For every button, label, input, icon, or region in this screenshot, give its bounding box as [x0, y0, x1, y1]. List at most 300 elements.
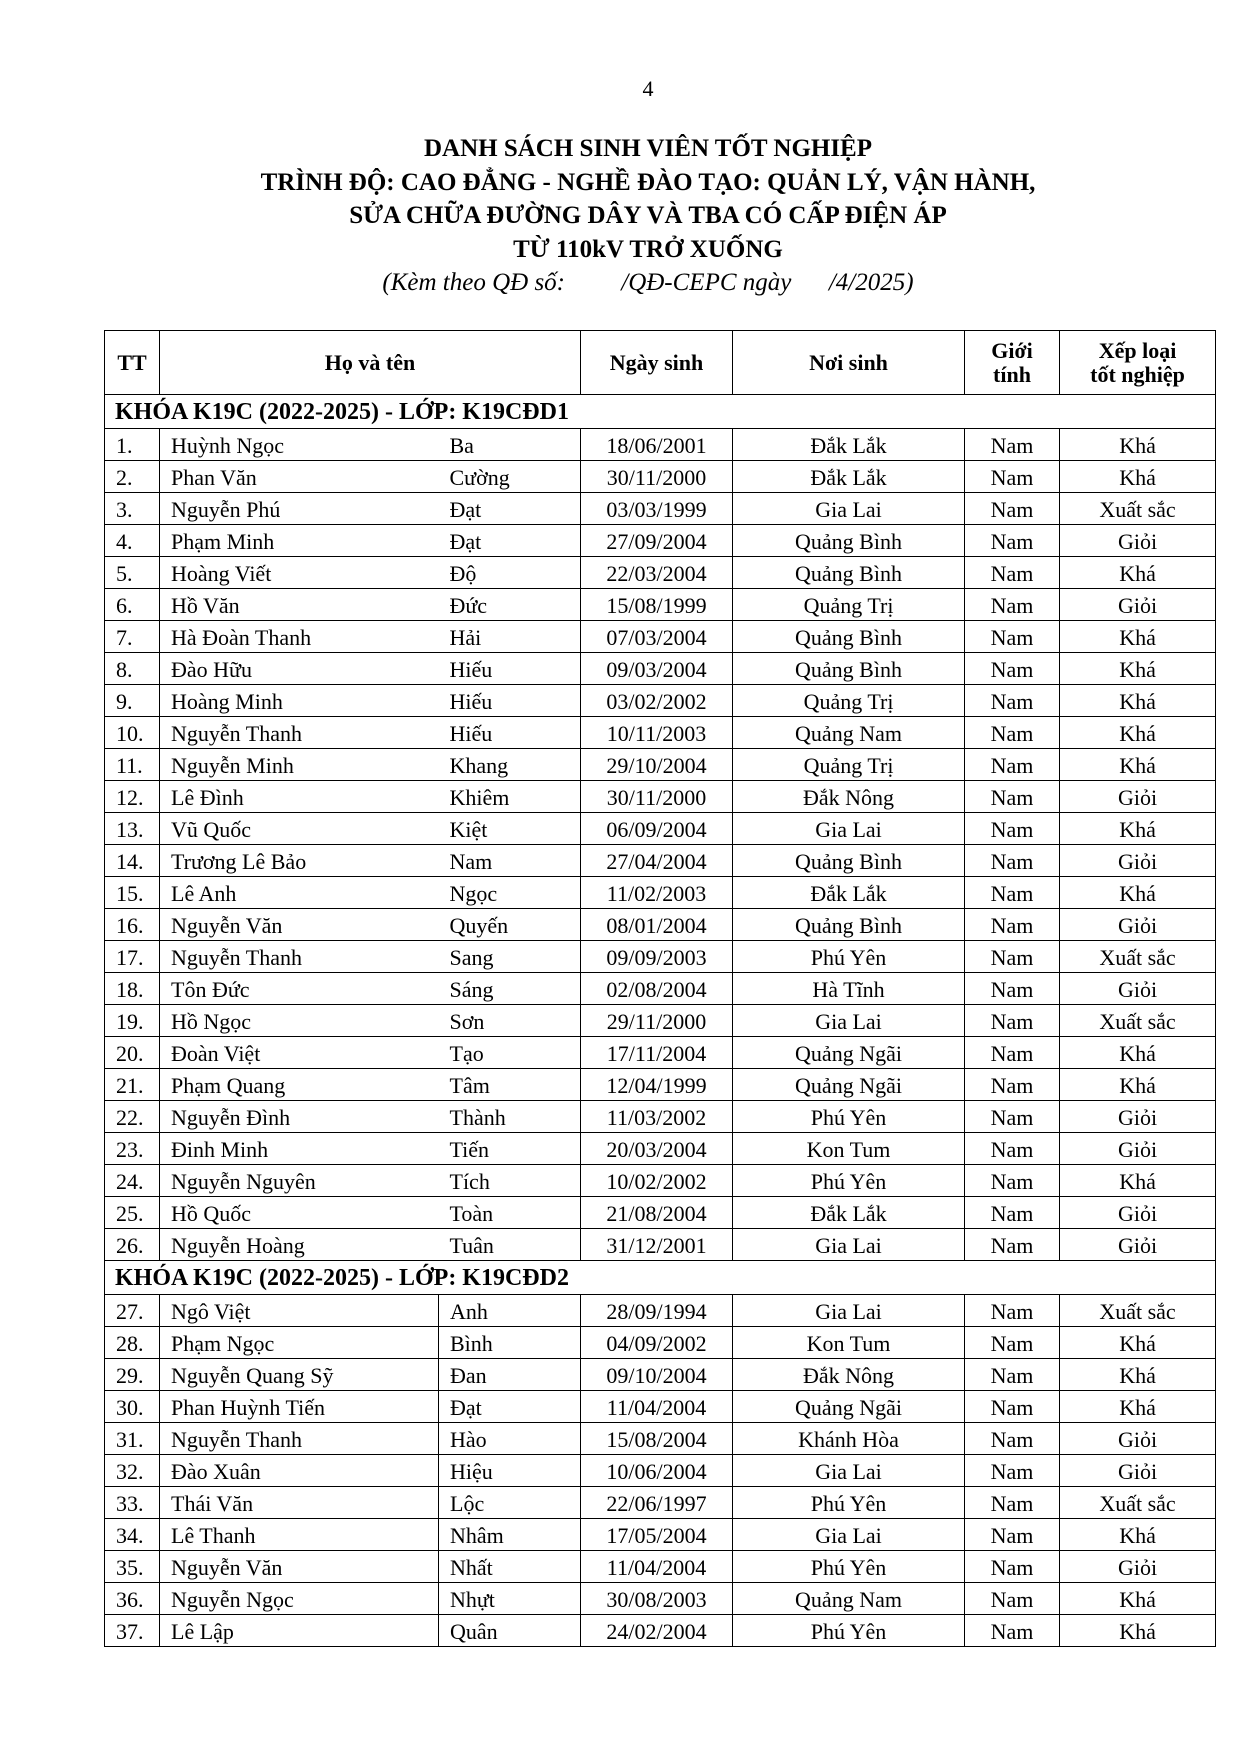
- gender-cell: Nam: [965, 1327, 1060, 1359]
- given-name-cell: Hiếu: [439, 653, 581, 685]
- given-name-cell: Hiệu: [439, 1455, 581, 1487]
- birthplace-cell: Quảng Bình: [733, 653, 965, 685]
- table-row: [105, 1423, 1216, 1455]
- table-row: [105, 1005, 1216, 1037]
- table-row: [105, 557, 1216, 589]
- birth-date-cell: 10/02/2002: [581, 1165, 733, 1197]
- birth-date-cell: 09/03/2004: [581, 653, 733, 685]
- birthplace-cell: Đắk Lắk: [733, 1197, 965, 1229]
- given-name-cell: Tích: [439, 1165, 581, 1197]
- given-name-cell: Thành: [439, 1101, 581, 1133]
- given-name-cell: Tiến: [439, 1133, 581, 1165]
- given-name-cell: Nhâm: [439, 1519, 581, 1551]
- given-name-cell: Đạt: [439, 1391, 581, 1423]
- row-number: 4.: [105, 525, 160, 557]
- table-row: [105, 525, 1216, 557]
- gender-cell: Nam: [965, 653, 1060, 685]
- header-gender: [965, 331, 1060, 395]
- gender-cell: Nam: [965, 1455, 1060, 1487]
- given-name-cell: Lộc: [439, 1487, 581, 1519]
- title-line: TRÌNH ĐỘ: CAO ĐẲNG - NGHỀ ĐÀO TẠO: QUẢN LÝ, VẬN HÀNH,: [260, 168, 1036, 196]
- birth-date-cell: 18/06/2001: [581, 429, 733, 461]
- surname-cell: Nguyễn Hoàng: [160, 1229, 439, 1261]
- gender-cell: Nam: [965, 1295, 1060, 1327]
- surname-cell: Nguyễn Minh: [160, 749, 439, 781]
- row-number: 5.: [105, 557, 160, 589]
- table-row: [105, 1327, 1216, 1359]
- row-number: 34.: [105, 1519, 160, 1551]
- birthplace-cell: Quảng Bình: [733, 621, 965, 653]
- row-number: 6.: [105, 589, 160, 621]
- gender-cell: Nam: [965, 621, 1060, 653]
- gender-cell: Nam: [965, 1005, 1060, 1037]
- classification-cell: Khá: [1060, 653, 1216, 685]
- classification-cell: Khá: [1060, 429, 1216, 461]
- birth-date-cell: 22/03/2004: [581, 557, 733, 589]
- classification-cell: Khá: [1060, 1583, 1216, 1615]
- table-row: [105, 685, 1216, 717]
- table-row: [105, 1551, 1216, 1583]
- classification-cell: Giỏi: [1060, 1133, 1216, 1165]
- row-number: 9.: [105, 685, 160, 717]
- given-name-cell: Sơn: [439, 1005, 581, 1037]
- given-name-cell: Hiếu: [439, 717, 581, 749]
- birthplace-cell: Gia Lai: [733, 493, 965, 525]
- table-row: [105, 973, 1216, 1005]
- classification-cell: Giỏi: [1060, 525, 1216, 557]
- gender-cell: Nam: [965, 973, 1060, 1005]
- given-name-cell: Bình: [439, 1327, 581, 1359]
- gender-cell: Nam: [965, 1229, 1060, 1261]
- section-title: KHÓA K19C (2022-2025) - LỚP: K19CĐD1: [105, 395, 1216, 429]
- gender-cell: Nam: [965, 1551, 1060, 1583]
- table-row: [105, 1101, 1216, 1133]
- table-row: [105, 749, 1216, 781]
- birth-date-cell: 28/09/1994: [581, 1295, 733, 1327]
- surname-cell: Lê Anh: [160, 877, 439, 909]
- birth-date-cell: 02/08/2004: [581, 973, 733, 1005]
- surname-cell: Thái Văn: [160, 1487, 439, 1519]
- birthplace-cell: Quảng Bình: [733, 525, 965, 557]
- gender-cell: Nam: [965, 1133, 1060, 1165]
- table-row: [105, 1455, 1216, 1487]
- row-number: 23.: [105, 1133, 160, 1165]
- gender-cell: Nam: [965, 1487, 1060, 1519]
- classification-cell: Giỏi: [1060, 589, 1216, 621]
- table-row: [105, 909, 1216, 941]
- section-header-row: [105, 395, 1216, 429]
- gender-cell: Nam: [965, 781, 1060, 813]
- given-name-cell: Sang: [439, 941, 581, 973]
- row-number: 26.: [105, 1229, 160, 1261]
- given-name-cell: Khiêm: [439, 781, 581, 813]
- header-classification-line: Xếp loại: [1098, 337, 1177, 363]
- gender-cell: Nam: [965, 845, 1060, 877]
- gender-cell: Nam: [965, 877, 1060, 909]
- table-row: [105, 1615, 1216, 1647]
- gender-cell: Nam: [965, 429, 1060, 461]
- table-row: [105, 717, 1216, 749]
- table-row: [105, 1069, 1216, 1101]
- birth-date-cell: 29/11/2000: [581, 1005, 733, 1037]
- birthplace-cell: Phú Yên: [733, 1615, 965, 1647]
- graduate-list-table: [104, 330, 1216, 1647]
- birth-date-cell: 22/06/1997: [581, 1487, 733, 1519]
- student-table-body: [105, 395, 1216, 1647]
- row-number: 29.: [105, 1359, 160, 1391]
- surname-cell: Đào Xuân: [160, 1455, 439, 1487]
- surname-cell: Phan Huỳnh Tiến: [160, 1391, 439, 1423]
- surname-cell: Hồ Văn: [160, 589, 439, 621]
- birth-date-cell: 09/09/2003: [581, 941, 733, 973]
- birthplace-cell: Đắk Nông: [733, 1359, 965, 1391]
- given-name-cell: Toàn: [439, 1197, 581, 1229]
- birthplace-cell: Quảng Trị: [733, 749, 965, 781]
- row-number: 13.: [105, 813, 160, 845]
- header-full-name: Họ và tên: [160, 331, 581, 395]
- classification-cell: Giỏi: [1060, 781, 1216, 813]
- row-number: 19.: [105, 1005, 160, 1037]
- surname-cell: Phạm Quang: [160, 1069, 439, 1101]
- classification-cell: Khá: [1060, 1391, 1216, 1423]
- row-number: 3.: [105, 493, 160, 525]
- birth-date-cell: 17/05/2004: [581, 1519, 733, 1551]
- classification-cell: Khá: [1060, 1069, 1216, 1101]
- given-name-cell: Tạo: [439, 1037, 581, 1069]
- birthplace-cell: Quảng Ngãi: [733, 1069, 965, 1101]
- classification-cell: Giỏi: [1060, 1101, 1216, 1133]
- classification-cell: Khá: [1060, 1519, 1216, 1551]
- birthplace-cell: Kon Tum: [733, 1327, 965, 1359]
- birthplace-cell: Gia Lai: [733, 1455, 965, 1487]
- row-number: 2.: [105, 461, 160, 493]
- birthplace-cell: Gia Lai: [733, 1005, 965, 1037]
- surname-cell: Lê Lập: [160, 1615, 439, 1647]
- table-row: [105, 1197, 1216, 1229]
- surname-cell: Hà Đoàn Thanh: [160, 621, 439, 653]
- given-name-cell: Kiệt: [439, 813, 581, 845]
- surname-cell: Hồ Ngọc: [160, 1005, 439, 1037]
- surname-cell: Nguyễn Văn: [160, 1551, 439, 1583]
- birth-date-cell: 08/01/2004: [581, 909, 733, 941]
- row-number: 10.: [105, 717, 160, 749]
- table-row: [105, 781, 1216, 813]
- classification-cell: Xuất sắc: [1060, 1295, 1216, 1327]
- surname-cell: Ngô Việt: [160, 1295, 439, 1327]
- row-number: 33.: [105, 1487, 160, 1519]
- birth-date-cell: 21/08/2004: [581, 1197, 733, 1229]
- birth-date-cell: 11/04/2004: [581, 1391, 733, 1423]
- birthplace-cell: Quảng Ngãi: [733, 1391, 965, 1423]
- surname-cell: Tôn Đức: [160, 973, 439, 1005]
- classification-cell: Khá: [1060, 877, 1216, 909]
- classification-cell: Giỏi: [1060, 1455, 1216, 1487]
- surname-cell: Phạm Minh: [160, 525, 439, 557]
- title-line: TỪ 110kV TRỞ XUỐNG: [513, 235, 783, 263]
- birth-date-cell: 30/11/2000: [581, 781, 733, 813]
- gender-cell: Nam: [965, 1069, 1060, 1101]
- row-number: 16.: [105, 909, 160, 941]
- birth-date-cell: 11/04/2004: [581, 1551, 733, 1583]
- classification-cell: Xuất sắc: [1060, 941, 1216, 973]
- gender-cell: Nam: [965, 1197, 1060, 1229]
- birth-date-cell: 07/03/2004: [581, 621, 733, 653]
- gender-cell: Nam: [965, 941, 1060, 973]
- table-row: [105, 589, 1216, 621]
- header-birthplace: Nơi sinh: [733, 331, 965, 395]
- classification-cell: Giỏi: [1060, 1423, 1216, 1455]
- row-number: 15.: [105, 877, 160, 909]
- surname-cell: Nguyễn Văn: [160, 909, 439, 941]
- given-name-cell: Đạt: [439, 525, 581, 557]
- gender-cell: Nam: [965, 525, 1060, 557]
- gender-cell: Nam: [965, 1583, 1060, 1615]
- gender-cell: Nam: [965, 813, 1060, 845]
- classification-cell: Giỏi: [1060, 1551, 1216, 1583]
- gender-cell: Nam: [965, 1519, 1060, 1551]
- classification-cell: Xuất sắc: [1060, 1005, 1216, 1037]
- classification-cell: Khá: [1060, 813, 1216, 845]
- page-number: 4: [642, 76, 654, 101]
- given-name-cell: Quân: [439, 1615, 581, 1647]
- header-classification-line: tốt nghiệp: [1090, 361, 1185, 387]
- birthplace-cell: Đắk Lắk: [733, 461, 965, 493]
- table-row: [105, 1037, 1216, 1069]
- gender-cell: Nam: [965, 1391, 1060, 1423]
- table-row: [105, 429, 1216, 461]
- row-number: 14.: [105, 845, 160, 877]
- birth-date-cell: 11/02/2003: [581, 877, 733, 909]
- given-name-cell: Ba: [439, 429, 581, 461]
- given-name-cell: Ngọc: [439, 877, 581, 909]
- table-row: [105, 1133, 1216, 1165]
- row-number: 37.: [105, 1615, 160, 1647]
- birthplace-cell: Đắk Nông: [733, 781, 965, 813]
- birth-date-cell: 31/12/2001: [581, 1229, 733, 1261]
- given-name-cell: Đức: [439, 589, 581, 621]
- gender-cell: Nam: [965, 717, 1060, 749]
- given-name-cell: Đan: [439, 1359, 581, 1391]
- gender-cell: Nam: [965, 493, 1060, 525]
- given-name-cell: Cường: [439, 461, 581, 493]
- birthplace-cell: Phú Yên: [733, 1551, 965, 1583]
- surname-cell: Đoàn Việt: [160, 1037, 439, 1069]
- row-number: 36.: [105, 1583, 160, 1615]
- table-row: [105, 1229, 1216, 1261]
- surname-cell: Nguyễn Ngọc: [160, 1583, 439, 1615]
- surname-cell: Nguyễn Thanh: [160, 717, 439, 749]
- given-name-cell: Nhất: [439, 1551, 581, 1583]
- classification-cell: Khá: [1060, 1615, 1216, 1647]
- given-name-cell: Nam: [439, 845, 581, 877]
- birthplace-cell: Phú Yên: [733, 1165, 965, 1197]
- classification-cell: Khá: [1060, 1359, 1216, 1391]
- table-row: [105, 653, 1216, 685]
- given-name-cell: Hiếu: [439, 685, 581, 717]
- birthplace-cell: Quảng Bình: [733, 909, 965, 941]
- row-number: 35.: [105, 1551, 160, 1583]
- table-row: [105, 1583, 1216, 1615]
- surname-cell: Nguyễn Quang Sỹ: [160, 1359, 439, 1391]
- header-gender-line: Giới: [991, 337, 1033, 363]
- row-number: 1.: [105, 429, 160, 461]
- header-classification: [1060, 331, 1216, 395]
- row-number: 7.: [105, 621, 160, 653]
- row-number: 12.: [105, 781, 160, 813]
- birth-date-cell: 15/08/2004: [581, 1423, 733, 1455]
- title-line: DANH SÁCH SINH VIÊN TỐT NGHIỆP: [423, 135, 873, 162]
- row-number: 31.: [105, 1423, 160, 1455]
- given-name-cell: Sáng: [439, 973, 581, 1005]
- classification-cell: Xuất sắc: [1060, 493, 1216, 525]
- surname-cell: Nguyễn Thanh: [160, 1423, 439, 1455]
- row-number: 20.: [105, 1037, 160, 1069]
- birth-date-cell: 30/08/2003: [581, 1583, 733, 1615]
- document-title: [60, 132, 1236, 300]
- birthplace-cell: Quảng Trị: [733, 589, 965, 621]
- table-row: [105, 1487, 1216, 1519]
- birth-date-cell: 30/11/2000: [581, 461, 733, 493]
- given-name-cell: Nhựt: [439, 1583, 581, 1615]
- gender-cell: Nam: [965, 685, 1060, 717]
- birthplace-cell: Phú Yên: [733, 1101, 965, 1133]
- table-row: [105, 1519, 1216, 1551]
- birth-date-cell: 09/10/2004: [581, 1359, 733, 1391]
- given-name-cell: Anh: [439, 1295, 581, 1327]
- birth-date-cell: 15/08/1999: [581, 589, 733, 621]
- classification-cell: Giỏi: [1060, 1197, 1216, 1229]
- classification-cell: Khá: [1060, 1327, 1216, 1359]
- table-row: [105, 1391, 1216, 1423]
- birth-date-cell: 11/03/2002: [581, 1101, 733, 1133]
- surname-cell: Lê Đình: [160, 781, 439, 813]
- gender-cell: Nam: [965, 1037, 1060, 1069]
- table-row: [105, 813, 1216, 845]
- header-gender-line: tính: [993, 361, 1031, 387]
- gender-cell: Nam: [965, 909, 1060, 941]
- row-number: 25.: [105, 1197, 160, 1229]
- classification-cell: Khá: [1060, 1037, 1216, 1069]
- birth-date-cell: 29/10/2004: [581, 749, 733, 781]
- birthplace-cell: Quảng Nam: [733, 717, 965, 749]
- gender-cell: Nam: [965, 749, 1060, 781]
- row-number: 32.: [105, 1455, 160, 1487]
- row-number: 17.: [105, 941, 160, 973]
- birth-date-cell: 27/04/2004: [581, 845, 733, 877]
- surname-cell: Trương Lê Bảo: [160, 845, 439, 877]
- classification-cell: Xuất sắc: [1060, 1487, 1216, 1519]
- classification-cell: Khá: [1060, 621, 1216, 653]
- birthplace-cell: Gia Lai: [733, 813, 965, 845]
- surname-cell: Nguyễn Đình: [160, 1101, 439, 1133]
- row-number: 22.: [105, 1101, 160, 1133]
- birthplace-cell: Khánh Hòa: [733, 1423, 965, 1455]
- surname-cell: Hồ Quốc: [160, 1197, 439, 1229]
- birthplace-cell: Quảng Bình: [733, 557, 965, 589]
- gender-cell: Nam: [965, 1101, 1060, 1133]
- birth-date-cell: 12/04/1999: [581, 1069, 733, 1101]
- given-name-cell: Quyến: [439, 909, 581, 941]
- table-row: [105, 621, 1216, 653]
- row-number: 18.: [105, 973, 160, 1005]
- surname-cell: Hoàng Viết: [160, 557, 439, 589]
- classification-cell: Giỏi: [1060, 973, 1216, 1005]
- classification-cell: Giỏi: [1060, 1229, 1216, 1261]
- birth-date-cell: 24/02/2004: [581, 1615, 733, 1647]
- surname-cell: Vũ Quốc: [160, 813, 439, 845]
- birth-date-cell: 06/09/2004: [581, 813, 733, 845]
- gender-cell: Nam: [965, 589, 1060, 621]
- classification-cell: Khá: [1060, 749, 1216, 781]
- gender-cell: Nam: [965, 1165, 1060, 1197]
- classification-cell: Khá: [1060, 1165, 1216, 1197]
- classification-cell: Khá: [1060, 557, 1216, 589]
- given-name-cell: Hào: [439, 1423, 581, 1455]
- gender-cell: Nam: [965, 1423, 1060, 1455]
- row-number: 24.: [105, 1165, 160, 1197]
- surname-cell: Nguyễn Thanh: [160, 941, 439, 973]
- classification-cell: Giỏi: [1060, 909, 1216, 941]
- surname-cell: Đào Hữu: [160, 653, 439, 685]
- row-number: 28.: [105, 1327, 160, 1359]
- table-header: [105, 331, 1216, 395]
- surname-cell: Phan Văn: [160, 461, 439, 493]
- gender-cell: Nam: [965, 461, 1060, 493]
- table-row: [105, 1359, 1216, 1391]
- table-row: [105, 845, 1216, 877]
- birth-date-cell: 17/11/2004: [581, 1037, 733, 1069]
- table-row: [105, 1165, 1216, 1197]
- classification-cell: Khá: [1060, 461, 1216, 493]
- birthplace-cell: Phú Yên: [733, 1487, 965, 1519]
- birthplace-cell: Kon Tum: [733, 1133, 965, 1165]
- row-number: 30.: [105, 1391, 160, 1423]
- gender-cell: Nam: [965, 1359, 1060, 1391]
- title-line: SỬA CHỮA ĐƯỜNG DÂY VÀ TBA CÓ CẤP ĐIỆN ÁP: [349, 202, 947, 229]
- birthplace-cell: Hà Tĩnh: [733, 973, 965, 1005]
- birth-date-cell: 20/03/2004: [581, 1133, 733, 1165]
- surname-cell: Đinh Minh: [160, 1133, 439, 1165]
- birthplace-cell: Gia Lai: [733, 1295, 965, 1327]
- section-title: KHÓA K19C (2022-2025) - LỚP: K19CĐD2: [105, 1261, 1216, 1295]
- given-name-cell: Đạt: [439, 493, 581, 525]
- table-row: [105, 493, 1216, 525]
- birthplace-cell: Gia Lai: [733, 1519, 965, 1551]
- table-row: [105, 1295, 1216, 1327]
- given-name-cell: Khang: [439, 749, 581, 781]
- given-name-cell: Độ: [439, 557, 581, 589]
- surname-cell: Huỳnh Ngọc: [160, 429, 439, 461]
- decision-reference: (Kèm theo QĐ số: /QĐ-CEPC ngày /4/2025): [382, 269, 914, 296]
- birth-date-cell: 10/06/2004: [581, 1455, 733, 1487]
- given-name-cell: Hải: [439, 621, 581, 653]
- given-name-cell: Tuân: [439, 1229, 581, 1261]
- birthplace-cell: Quảng Trị: [733, 685, 965, 717]
- birth-date-cell: 03/02/2002: [581, 685, 733, 717]
- row-number: 11.: [105, 749, 160, 781]
- birthplace-cell: Đắk Lắk: [733, 877, 965, 909]
- birthplace-cell: Quảng Bình: [733, 845, 965, 877]
- surname-cell: Phạm Ngọc: [160, 1327, 439, 1359]
- header-tt: TT: [105, 331, 160, 395]
- section-header-row: [105, 1261, 1216, 1295]
- classification-cell: Giỏi: [1060, 845, 1216, 877]
- birth-date-cell: 10/11/2003: [581, 717, 733, 749]
- birthplace-cell: Gia Lai: [733, 1229, 965, 1261]
- surname-cell: Lê Thanh: [160, 1519, 439, 1551]
- classification-cell: Khá: [1060, 685, 1216, 717]
- birthplace-cell: Phú Yên: [733, 941, 965, 973]
